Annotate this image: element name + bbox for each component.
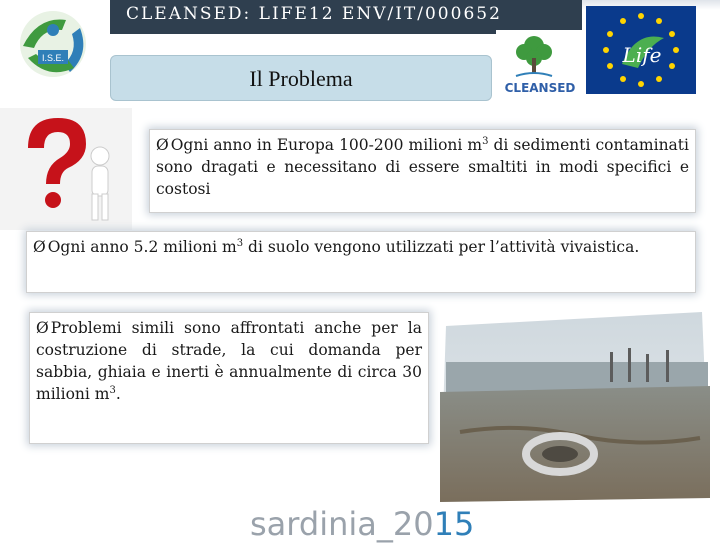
question-mark-figure [0,108,132,230]
paragraph-3-text-end: . [115,385,121,403]
paragraph-2-text: Ogni anno 5.2 milioni m [47,238,237,256]
paragraph-box-3 [30,313,428,443]
paragraph-2-text-end: di suolo vengono utilizzati per l’attività vivaistica. [243,238,640,256]
header-bar [110,0,582,34]
paragraph-box-2 [27,232,695,292]
problem-heading-box [110,55,492,101]
paragraph-1-text-end: di sedimenti contaminati sono dragati e necessitano di essere smaltiti in modi specifici e costosi [156,136,689,198]
superscript: 3 [482,135,489,147]
superscript: 3 [109,384,116,396]
cleansed-logo [496,30,584,98]
paragraph-1-text: Ogni anno in Europa 100-200 milioni m [170,136,483,154]
paragraph-box-1 [150,130,695,212]
bullet-arrow: Ø [36,319,49,337]
ise-logo [8,8,98,88]
ise-logo-text: I.S.E. [41,53,65,63]
eu-life-logo [586,6,696,94]
project-title: CLEANSED: LIFE12 ENV/IT/000652 [126,4,502,24]
paragraph-3-text: Problemi simili sono affrontati anche per la costruzione di strade, la cui domanda per sabbia, ghiaia e inerti è annualmente di circa 30 milioni m [36,319,422,403]
life-logo-text: Life [622,43,662,67]
sardinia-2015-logo [250,505,474,543]
problem-heading: Il Problema [249,66,353,91]
bullet-arrow: Ø [33,238,46,256]
bullet-arrow: Ø [156,136,169,154]
dock-photo [440,312,710,502]
sardinia-year: 15 [433,505,475,543]
cleansed-logo-text: CLEANSED [504,81,576,95]
sardinia-brand: sardinia_20 [250,505,434,543]
superscript: 3 [236,237,244,249]
